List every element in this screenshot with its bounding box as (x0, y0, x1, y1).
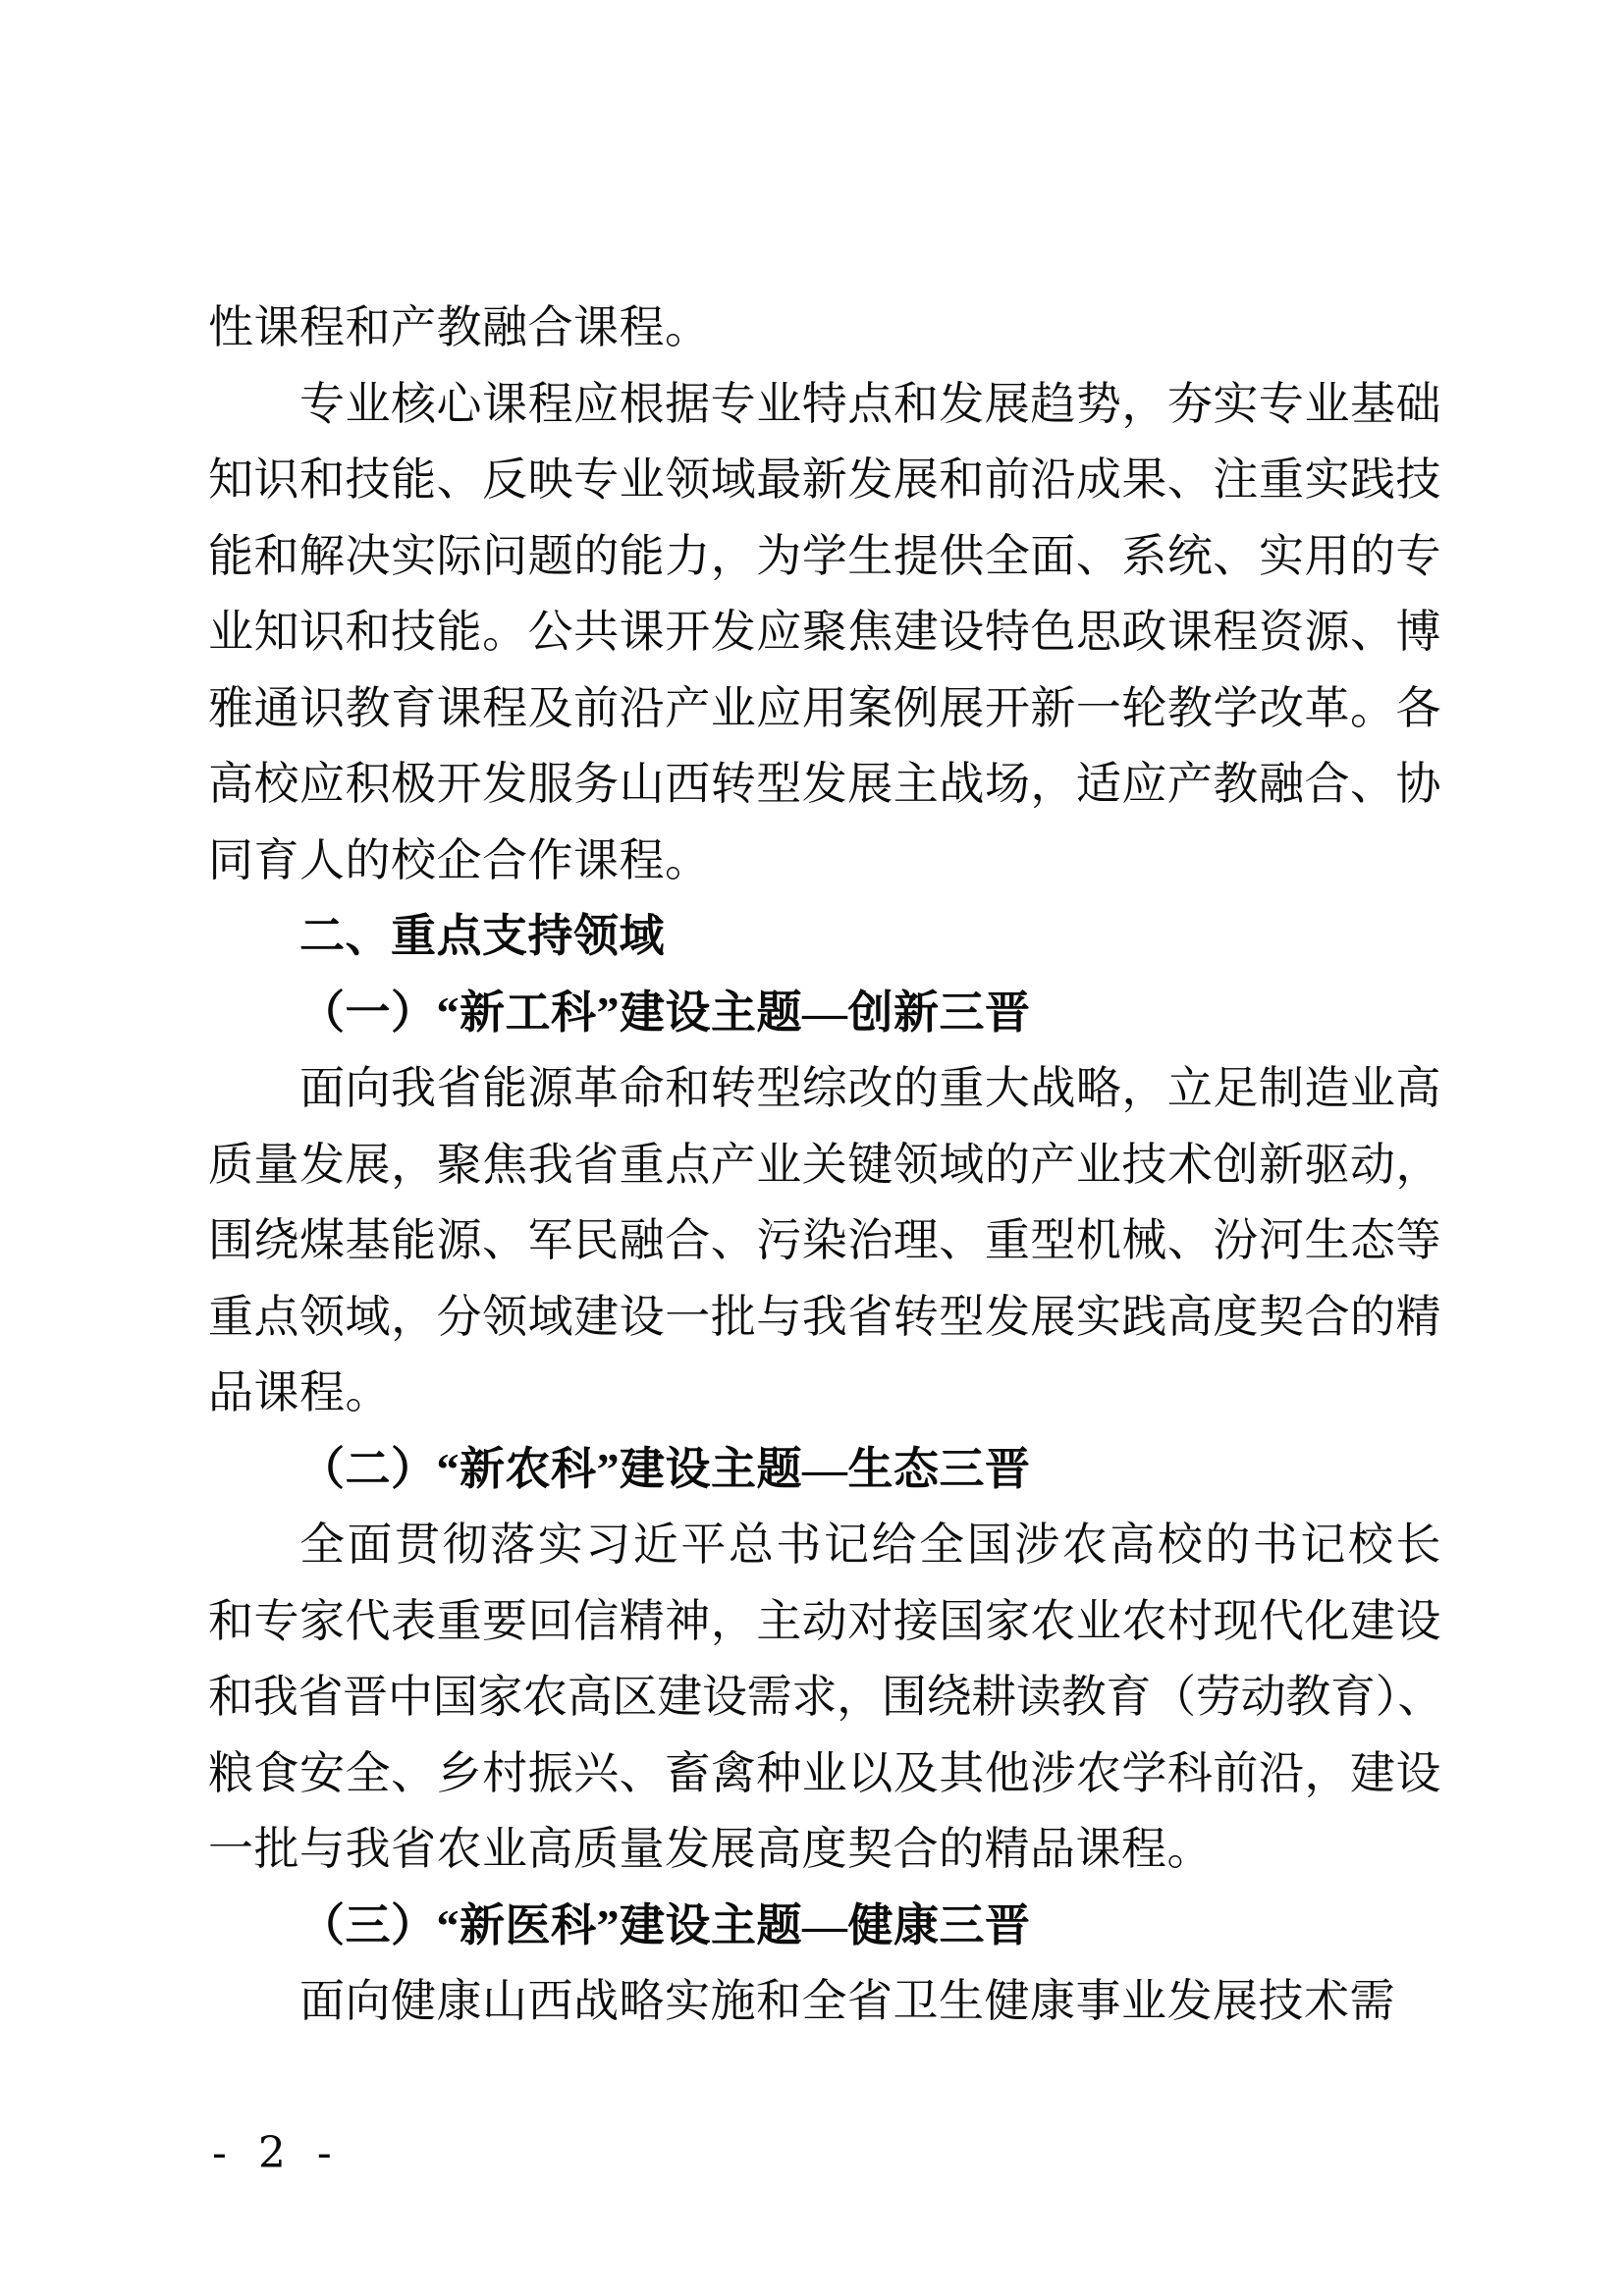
paragraph (208, 1963, 1441, 2040)
text-line: 专业核心课程应根据专业特点和发展趋势，夯实专业基础 (299, 378, 1441, 429)
text-line: 知识和技能、反映专业领域最新发展和前沿成果、注重实践技 (208, 454, 1441, 505)
text-line: 面向健康山西战略实施和全省卫生健康事业发展技术需 (299, 1976, 1395, 2026)
text-line: 面向我省能源革命和转型综改的重大战略，立足制造业高 (299, 1063, 1441, 1113)
text-line: 能和解决实际问题的能力，为学生提供全面、系统、实用的专 (208, 530, 1441, 581)
text-line: 和专家代表重要回信精神，主动对接国家农业农村现代化建设 (208, 1595, 1441, 1646)
text-line: 和我省晋中国家农高区建设需求，围绕耕读教育（劳动教育）、 (208, 1672, 1441, 1722)
text-line: 重点领域，分领域建设一批与我省转型发展实践高度契合的精 (208, 1291, 1441, 1342)
text-line: 围绕煤基能源、军民融合、污染治理、重型机械、汾河生态等 (208, 1215, 1441, 1265)
text-line: 质量发展，聚焦我省重点产业关键领域的产业技术创新驱动， (208, 1139, 1441, 1190)
text-line: 业知识和技能。公共课开发应聚焦建设特色思政课程资源、博 (208, 607, 1441, 657)
text-line: 高校应积极开发服务山西转型发展主战场，适应产教融合、协 (208, 759, 1441, 809)
text-line: 全面贯彻落实习近平总书记给全国涉农高校的书记校长 (299, 1520, 1441, 1570)
text-line: 粮食安全、乡村振兴、畜禽种业以及其他涉农学科前沿，建设 (208, 1747, 1441, 1798)
section-heading: 二、重点支持领域 (299, 910, 665, 961)
text-line: 同育人的校企合作课程。 (208, 834, 711, 885)
paragraph (208, 1050, 1441, 1431)
text-line: 雅通识教育课程及前沿产业应用案例展开新一轮教学改革。各 (208, 682, 1441, 733)
text-line: 性课程和产教融合课程。 (208, 302, 711, 352)
subsection-heading: （三）“新医科”建设主题—健康三晋 (299, 1899, 1031, 1950)
paragraph (208, 290, 1441, 366)
paragraph (208, 1507, 1441, 1888)
text-block (208, 290, 1441, 2040)
text-line: 品课程。 (208, 1367, 391, 1417)
page-number: - 2 - (212, 2128, 341, 2178)
subsection-heading: （一）“新工科”建设主题—创新三晋 (299, 987, 1031, 1038)
paragraph (208, 366, 1441, 899)
text-line: 一批与我省农业高质量发展高度契合的精品课程。 (208, 1824, 1213, 1874)
subsection-heading: （二）“新农科”建设主题—生态三晋 (299, 1443, 1031, 1494)
